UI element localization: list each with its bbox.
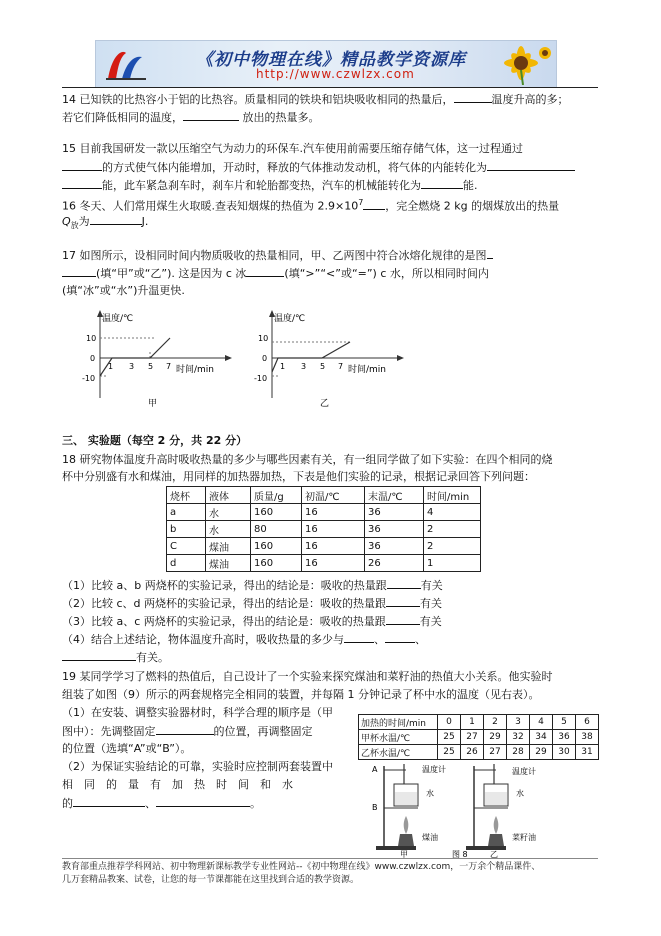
answer-blank[interactable] bbox=[183, 108, 239, 121]
x-arrow bbox=[397, 355, 404, 361]
x-tick-label: 3 bbox=[129, 362, 135, 371]
q19-p1-l1: （1）在安装、调整实验器材时，科学合理的顺序是（甲 bbox=[62, 706, 333, 719]
table-cell: 乙杯水温/℃ bbox=[359, 745, 438, 760]
q16-line1: 16 冬天、人们常用煤生火取暖.查表知烟煤的热值为 $2.9\times 10^7$ ，完全燃烧 2 kg 的烟煤放出的热量 bbox=[62, 198, 560, 213]
y-tick-label: 0 bbox=[262, 354, 268, 363]
burner-icon bbox=[398, 834, 414, 846]
label-b: B bbox=[372, 803, 378, 812]
x-tick-label: 1 bbox=[108, 362, 114, 371]
table-row bbox=[167, 555, 481, 572]
answer-blank[interactable] bbox=[156, 722, 214, 735]
answer-blank[interactable] bbox=[454, 90, 492, 103]
answer-blank[interactable] bbox=[487, 158, 575, 171]
apparatus-jia bbox=[372, 764, 446, 858]
table-cell: 4 bbox=[424, 504, 481, 521]
table-cell: C bbox=[167, 538, 206, 555]
water-fill bbox=[485, 792, 507, 805]
table-cell: 加热的时间/min bbox=[359, 715, 438, 730]
table-cell: a bbox=[167, 504, 206, 521]
q14-line1: 14 已知铁的比热容小于铝的比热容。质量相同的铁块和铝块吸收相同的热量后， 温度升高的多； bbox=[62, 90, 569, 108]
table-row bbox=[359, 730, 599, 745]
chart-caption: 乙 bbox=[320, 399, 330, 408]
table-row bbox=[359, 745, 599, 760]
water-fill bbox=[395, 792, 417, 805]
answer-blank[interactable] bbox=[62, 648, 136, 661]
answer-blank[interactable] bbox=[385, 630, 415, 643]
answer-blank[interactable] bbox=[62, 176, 102, 189]
q14-line2: 若它们降低相同的温度， 放出的热量多。 bbox=[62, 108, 320, 126]
footer bbox=[62, 861, 598, 887]
table-cell: 4 bbox=[530, 715, 553, 730]
table-cell: 水 bbox=[206, 521, 251, 538]
table-cell: d bbox=[167, 555, 206, 572]
header-banner bbox=[95, 40, 557, 88]
table-cell: 160 bbox=[251, 555, 302, 572]
table-cell: 34 bbox=[530, 730, 553, 745]
table-cell: 5 bbox=[553, 715, 576, 730]
answer-blank[interactable] bbox=[363, 197, 385, 210]
table-header-cell: 初温/℃ bbox=[302, 487, 365, 504]
table-header-cell: 烧杯 bbox=[167, 487, 206, 504]
section-title: 三、 实验题（每空 2 分，共 22 分） bbox=[62, 434, 248, 447]
table-cell: 30 bbox=[553, 745, 576, 760]
chart-yi bbox=[250, 308, 410, 408]
stand-base bbox=[376, 846, 416, 850]
answer-blank[interactable] bbox=[421, 176, 463, 189]
apparatus-figure bbox=[370, 762, 570, 858]
sunflower-icon bbox=[501, 43, 553, 85]
table-cell: 3 bbox=[507, 715, 530, 730]
q18-line1: 18 研究物体温度升高时吸收热量的多少与哪些因素有关，有一组同学做了如下实验：在四个相同的烧 bbox=[62, 453, 553, 466]
table-cell: 6 bbox=[576, 715, 599, 730]
table-header-cell: 时间/min bbox=[424, 487, 481, 504]
table-cell: 28 bbox=[507, 745, 530, 760]
x-tick-label: 7 bbox=[338, 362, 344, 371]
q19-line2: 组装了如图（9）所示的两套规格完全相同的装置，并每隔 1 分钟记录了杯中水的温度（见右表）。 bbox=[62, 688, 540, 701]
x-tick-label: 3 bbox=[301, 362, 307, 371]
table-cell: 2 bbox=[424, 521, 481, 538]
y-tick-label: 10 bbox=[258, 334, 269, 343]
answer-blank[interactable] bbox=[387, 576, 421, 589]
answer-blank[interactable] bbox=[386, 594, 420, 607]
q18-line2: 杯中分别盛有水和煤油，用同样的加热器加热，下表是他们实验的记录，根据记录回答下列问题： bbox=[62, 470, 535, 483]
flame-icon bbox=[494, 816, 499, 834]
y-axis-label: 温度/℃ bbox=[274, 314, 306, 324]
q18-s1: （1）比较 a、b 两烧杯的实验记录，得出的结论是：吸收的热量跟 有关 bbox=[62, 576, 443, 594]
footer-line2: 几万套精品教案、试卷，让您的每一节课都能在这里找到合适的教学资源。 bbox=[62, 875, 360, 885]
table-cell: 煤油 bbox=[206, 538, 251, 555]
q17-line2: (填“甲”或“乙”). 这是因为 c 冰 (填“>”“<”或“=”) c 水，所以相同时间内 bbox=[62, 264, 489, 282]
q15-line3: 能，此车紧急刹车时，刹车片和轮胎都变热，汽车的机械能转化为 能. bbox=[62, 176, 478, 194]
table-cell: 38 bbox=[576, 730, 599, 745]
caption-yi: 乙 bbox=[490, 850, 498, 858]
label-a: A bbox=[372, 765, 378, 774]
x-tick-label: 5 bbox=[148, 362, 154, 371]
table-cell: 甲杯水温/℃ bbox=[359, 730, 438, 745]
table-cell: 16 bbox=[302, 555, 365, 572]
burner-icon bbox=[488, 834, 504, 846]
answer-blank[interactable] bbox=[487, 246, 493, 259]
answer-blank[interactable] bbox=[386, 612, 420, 625]
table-header-cell: 末温/℃ bbox=[365, 487, 424, 504]
y-tick-label: -10 bbox=[82, 374, 96, 383]
stand-base bbox=[466, 846, 506, 850]
y-tick-label: -10 bbox=[254, 374, 268, 383]
label-kerosene: 煤油 bbox=[422, 833, 438, 842]
x-tick-label: 1 bbox=[280, 362, 286, 371]
label-water: 水 bbox=[426, 789, 434, 798]
q15-line1: 15 目前我国研发一款以压缩空气为动力的环保车.汽车使用前需要压缩存储气体，这一过程通过 bbox=[62, 142, 523, 155]
y-tick-label: 0 bbox=[90, 354, 96, 363]
table-cell: 25 bbox=[438, 730, 461, 745]
x-axis-label: 时间/min bbox=[348, 365, 387, 375]
label-thermometer: 温度计 bbox=[422, 765, 446, 774]
banner-title: 《初中物理在线》精品教学资源库 bbox=[196, 50, 466, 70]
table-cell: 煤油 bbox=[206, 555, 251, 572]
table-row bbox=[167, 538, 481, 555]
banner-url: http://www.czwlzx.com bbox=[256, 67, 415, 81]
answer-blank[interactable] bbox=[73, 794, 145, 807]
table-cell: 2 bbox=[424, 538, 481, 555]
chart-caption: 甲 bbox=[148, 399, 158, 408]
table-cell: 36 bbox=[365, 538, 424, 555]
q19-p1-l3: 的位置（选填“A”或“B”）。 bbox=[62, 742, 192, 755]
label-thermometer: 温度计 bbox=[512, 767, 536, 776]
q17-line3: (填“冰”或“水”)升温更快. bbox=[62, 284, 185, 297]
table-cell: 水 bbox=[206, 504, 251, 521]
table-cell: 1 bbox=[424, 555, 481, 572]
q19-p2-l2: 相 同 的 量 有 加 热 时 间 和 水 bbox=[62, 778, 293, 791]
answer-blank[interactable] bbox=[62, 158, 102, 171]
answer-blank[interactable] bbox=[90, 212, 142, 225]
logo-icon bbox=[102, 45, 150, 83]
chart-jia bbox=[78, 308, 238, 408]
table-cell: 1 bbox=[461, 715, 484, 730]
table-cell: 16 bbox=[302, 538, 365, 555]
table-cell: 29 bbox=[484, 730, 507, 745]
answer-blank[interactable] bbox=[246, 264, 284, 277]
table-row bbox=[167, 504, 481, 521]
caption-jia: 甲 bbox=[400, 850, 408, 858]
footer-divider bbox=[62, 858, 598, 859]
table-cell: b bbox=[167, 521, 206, 538]
y-tick-label: 10 bbox=[86, 334, 97, 343]
table-cell: 29 bbox=[530, 745, 553, 760]
table-row bbox=[167, 521, 481, 538]
table-cell: 36 bbox=[553, 730, 576, 745]
label-water: 水 bbox=[516, 789, 524, 798]
answer-blank[interactable] bbox=[62, 264, 96, 277]
x-axis-label: 时间/min bbox=[176, 365, 215, 375]
flame-icon bbox=[404, 816, 409, 834]
q19-line1: 19 某同学学习了燃料的热值后，自己设计了一个实验来探究煤油和菜籽油的热值大小关系。他实验时 bbox=[62, 670, 553, 683]
x-tick-label: 7 bbox=[166, 362, 172, 371]
answer-blank[interactable] bbox=[156, 794, 250, 807]
y-axis-label: 温度/℃ bbox=[102, 314, 134, 324]
x-arrow bbox=[225, 355, 232, 361]
table-cell: 0 bbox=[438, 715, 461, 730]
q18-s2: （2）比较 c、d 两烧杯的实验记录，得出的结论是：吸收的热量跟 有关 bbox=[62, 594, 442, 612]
answer-blank[interactable] bbox=[344, 630, 374, 643]
q16-line2: $Q_放$为 J. bbox=[62, 212, 148, 234]
q17-line1: 17 如图所示，设相同时间内物质吸收的热量相同，甲、乙两图中符合冰熔化规律的是图 bbox=[62, 246, 493, 264]
figure-caption: 图 8 bbox=[452, 850, 468, 858]
table-cell: 36 bbox=[365, 521, 424, 538]
q19-p2-l3: 的 、 。 bbox=[62, 794, 261, 812]
table-cell: 26 bbox=[365, 555, 424, 572]
table-cell: 160 bbox=[251, 538, 302, 555]
q18-s4: （4）结合上述结论，物体温度升高时，吸收热量的多少与 、 、 bbox=[62, 630, 426, 648]
q19-p1-l2: 图中）：先调整固定 的位置，再调整固定 bbox=[62, 722, 313, 740]
table-cell: 25 bbox=[438, 745, 461, 760]
x-tick-label: 5 bbox=[320, 362, 326, 371]
table-cell: 36 bbox=[365, 504, 424, 521]
experiment-table bbox=[166, 486, 481, 572]
table-cell: 16 bbox=[302, 504, 365, 521]
table-cell: 2 bbox=[484, 715, 507, 730]
q18-s4-cont: 有关。 bbox=[62, 648, 169, 666]
table-cell: 31 bbox=[576, 745, 599, 760]
table-cell: 26 bbox=[461, 745, 484, 760]
table-header-cell: 质量/g bbox=[251, 487, 302, 504]
header-divider bbox=[62, 87, 598, 88]
table-cell: 160 bbox=[251, 504, 302, 521]
label-rapeseed-oil: 菜籽油 bbox=[512, 833, 536, 842]
table-cell: 27 bbox=[461, 730, 484, 745]
table-cell: 16 bbox=[302, 521, 365, 538]
table-header-cell: 液体 bbox=[206, 487, 251, 504]
table-cell: 27 bbox=[484, 745, 507, 760]
footer-line1: 教育部重点推荐学科网站、初中物理新课标教学专业性网站--《初中物理在线》www.czwlzx.com，一万余个精品课件、 bbox=[62, 862, 541, 872]
q19-p2-l1: （2）为保证实验结论的可靠，实验时应控制两套装置中 bbox=[62, 760, 333, 773]
table-header-row bbox=[167, 487, 481, 504]
table-cell: 32 bbox=[507, 730, 530, 745]
table-row bbox=[359, 715, 599, 730]
apparatus-yi bbox=[466, 764, 536, 858]
q15-line2: 的方式使气体内能增加，开动时，释放的气体推动发动机，将气体的内能转化为 bbox=[62, 158, 575, 176]
q18-s3: （3）比较 a、c 两烧杯的实验记录，得出的结论是：吸收的热量跟 有关 bbox=[62, 612, 442, 630]
temperature-table bbox=[358, 714, 599, 760]
table-cell: 80 bbox=[251, 521, 302, 538]
